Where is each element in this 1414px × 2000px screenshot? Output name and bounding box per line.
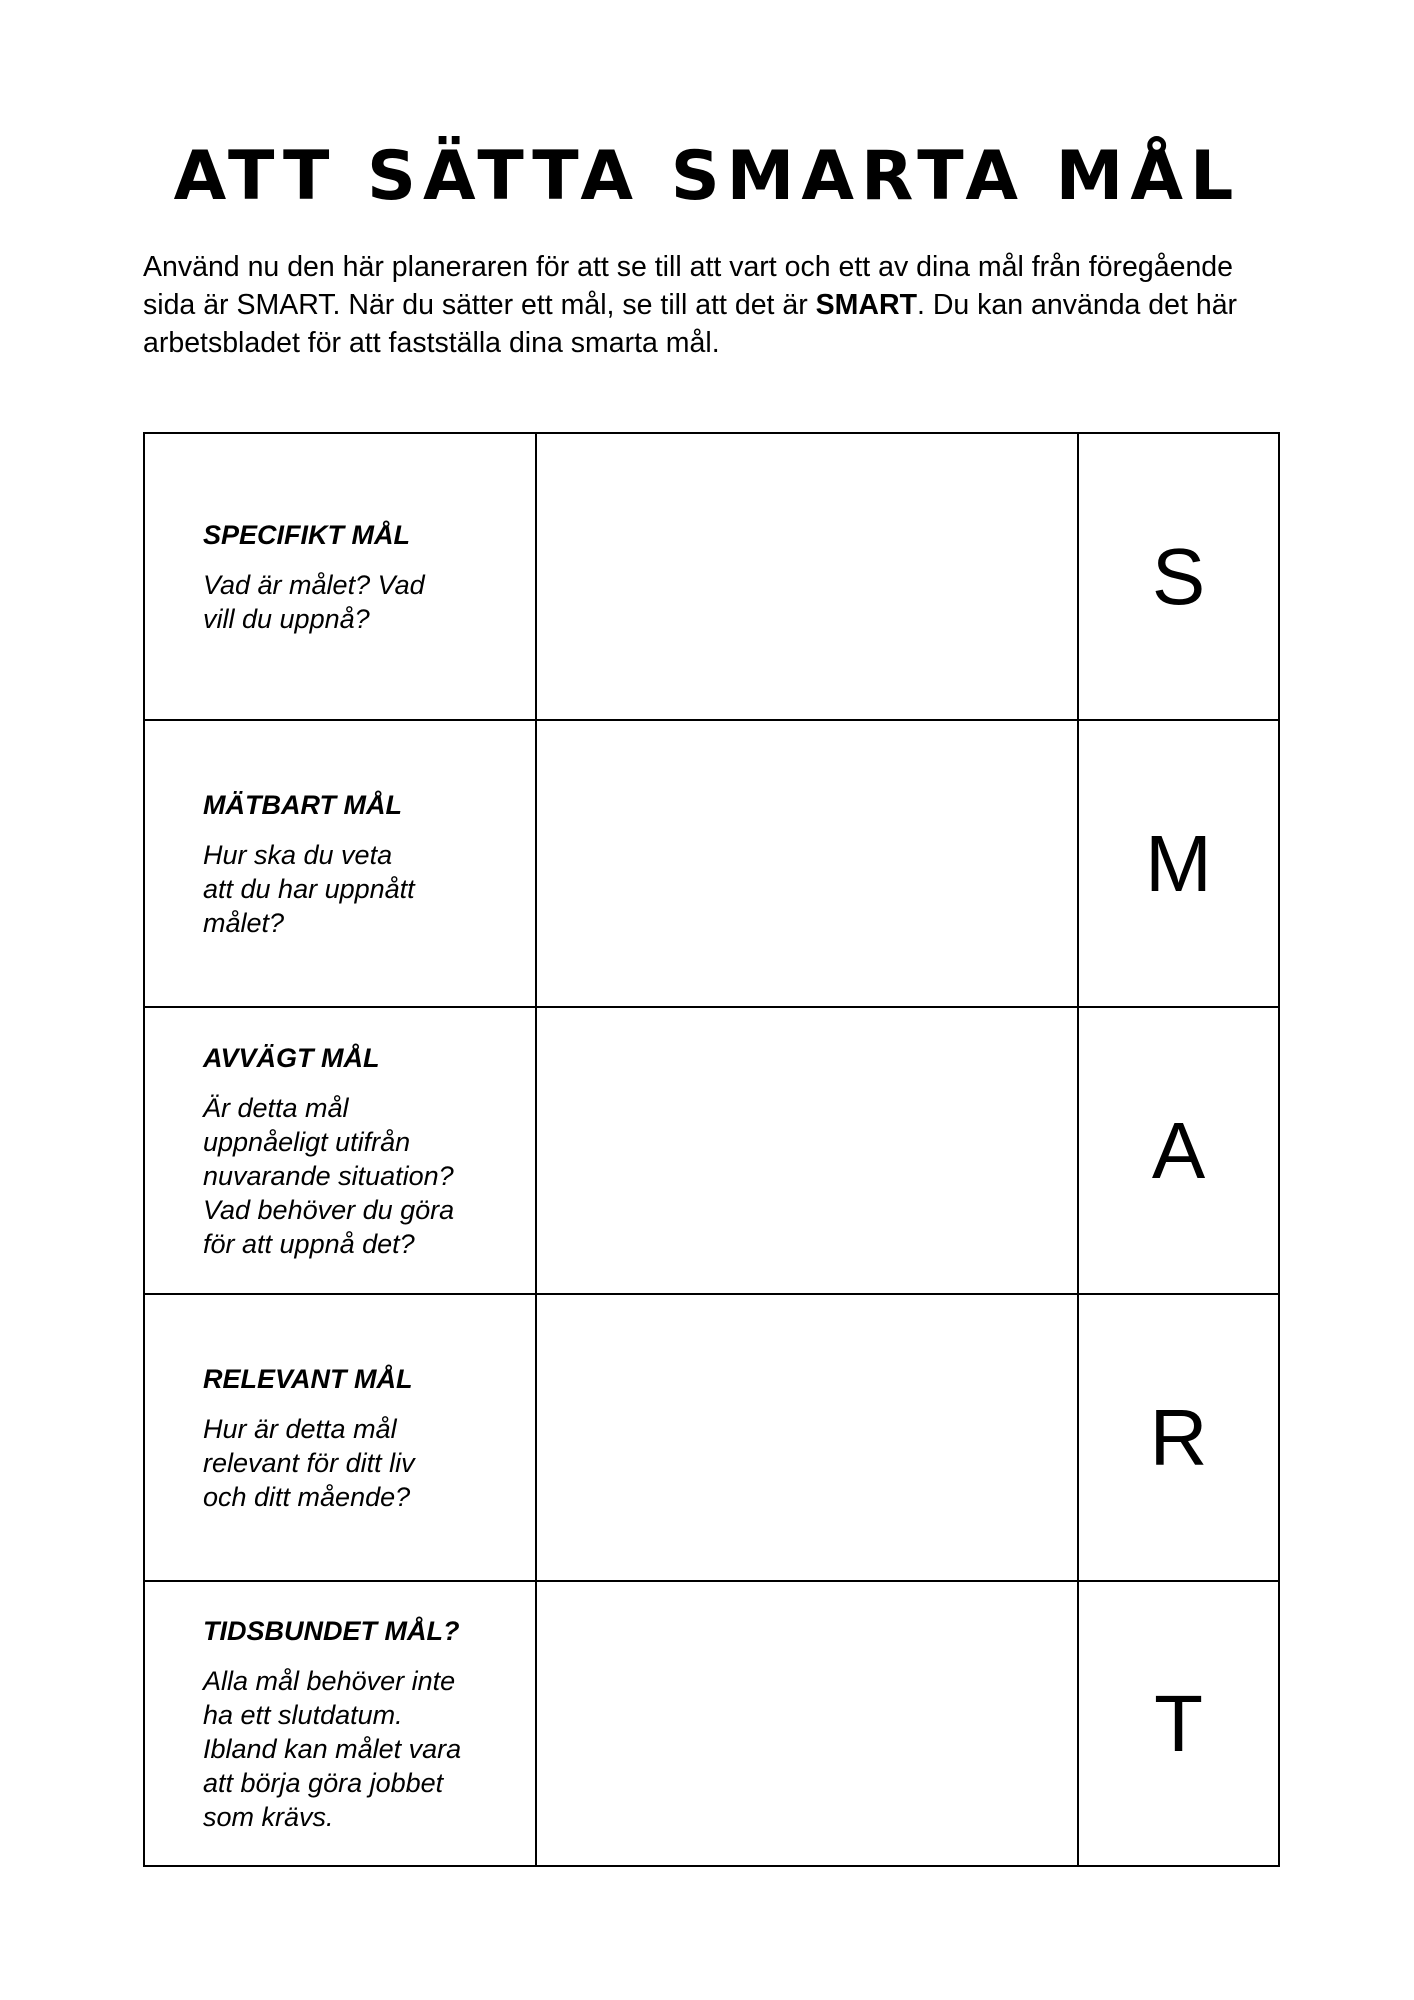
row-heading-time-bound: TIDSBUNDET MÅL? xyxy=(203,1615,460,1646)
row-description-specific: Vad är målet? Vad vill du uppnå? xyxy=(203,569,425,634)
row-heading-achievable: AVVÄGT MÅL xyxy=(203,1042,380,1073)
row-heading-relevant: RELEVANT MÅL xyxy=(203,1363,413,1394)
label-cell-measurable xyxy=(144,720,536,1007)
intro-text-part1: Använd nu den här planeraren för att se till att vart och ett av dina mål från föregående sida är SMART. När du sätter ett mål, se till att det är xyxy=(143,251,1233,321)
label-cell-achievable xyxy=(144,1007,536,1294)
table-row-time-bound xyxy=(144,1581,1279,1866)
answer-field-achievable[interactable] xyxy=(536,1007,1078,1294)
answer-field-relevant[interactable] xyxy=(536,1294,1078,1581)
page-title: ATT SÄTTA SMARTA MÅL xyxy=(173,137,1241,216)
row-heading-measurable: MÄTBART MÅL xyxy=(203,789,402,820)
intro-text-part2: . Du kan använda det här arbetsbladet för att fastställa dina smarta mål. xyxy=(143,289,1238,359)
label-cell-specific xyxy=(144,433,536,720)
label-cell-time-bound xyxy=(144,1581,536,1866)
table-row-measurable xyxy=(144,720,1279,1007)
label-cell-relevant xyxy=(144,1294,536,1581)
row-description-measurable: Hur ska du veta att du har uppnått målet? xyxy=(203,839,415,938)
smart-goal-table xyxy=(143,432,1280,1867)
table-row-specific xyxy=(144,433,1279,720)
row-heading-specific: SPECIFIKT MÅL xyxy=(203,519,410,550)
table-row-relevant xyxy=(144,1294,1279,1581)
table-row-achievable xyxy=(144,1007,1279,1294)
intro-text-bold: SMART xyxy=(815,289,917,321)
row-letter-time-bound: T xyxy=(1078,1581,1279,1866)
row-letter-relevant: R xyxy=(1078,1294,1279,1581)
row-description-time-bound: Alla mål behöver inte ha ett slutdatum. Ibland kan målet vara att börja göra jobbet som krävs. xyxy=(203,1665,462,1832)
row-letter-measurable: M xyxy=(1078,720,1279,1007)
row-description-relevant: Hur är detta mål relevant för ditt liv och ditt mående? xyxy=(203,1413,415,1512)
intro-text xyxy=(143,248,1293,362)
answer-field-time-bound[interactable] xyxy=(536,1581,1078,1866)
row-description-achievable: Är detta mål uppnåeligt utifrån nuvarande situation? Vad behöver du göra för att uppnå det? xyxy=(203,1092,455,1259)
answer-field-measurable[interactable] xyxy=(536,720,1078,1007)
answer-field-specific[interactable] xyxy=(536,433,1078,720)
row-letter-specific: S xyxy=(1078,433,1279,720)
row-letter-achievable: A xyxy=(1078,1007,1279,1294)
